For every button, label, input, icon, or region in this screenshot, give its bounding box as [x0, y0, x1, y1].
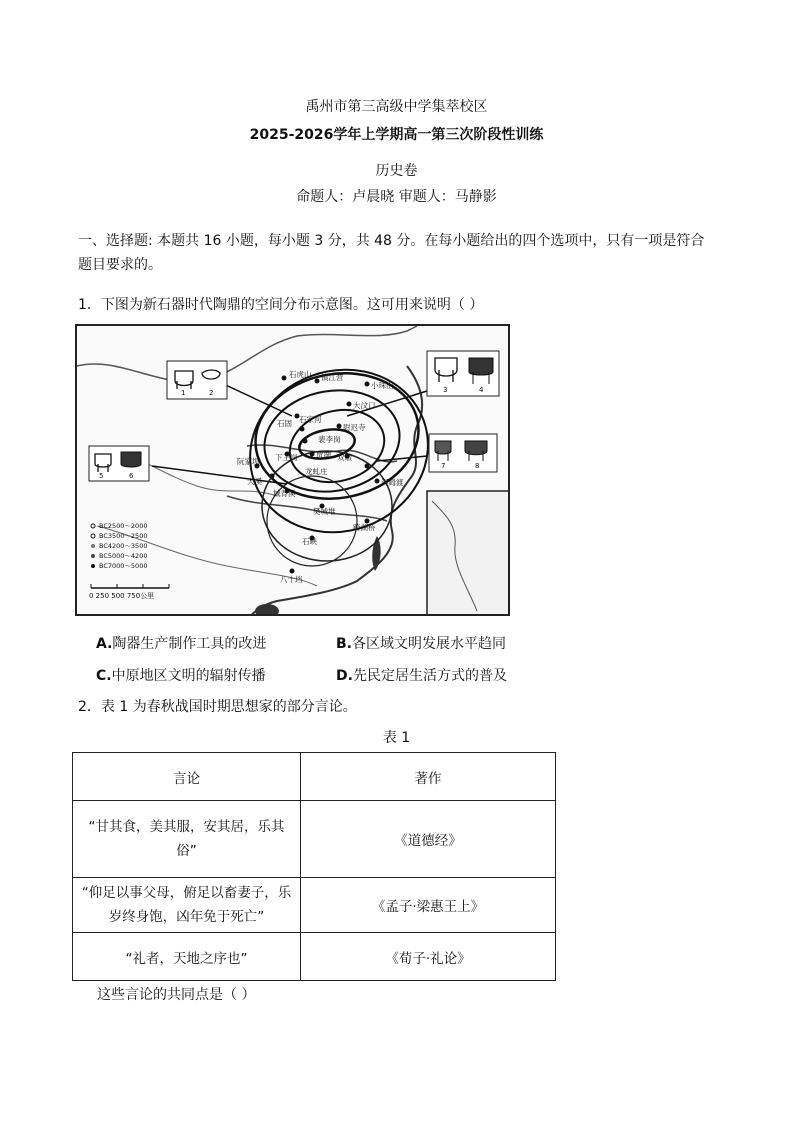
- site-label: 八十垱: [280, 575, 303, 584]
- site-label: 石固: [277, 419, 292, 428]
- site-label: 镇江营: [321, 373, 344, 382]
- site-label: 裴李岗: [318, 435, 341, 444]
- site-label: 河姆渡: [381, 478, 404, 487]
- table-cell: “甘其食，美其服，安其居，乐其俗”: [73, 801, 301, 878]
- site-label: 石家河: [299, 415, 322, 424]
- question-2-stem: 2．表 1 为春秋战国时期思想家的部分言论。: [78, 699, 357, 715]
- table-cell: “仰足以事父母，俯足以畜妻子，乐岁终身饱，凶年免于死亡”: [73, 878, 301, 933]
- site-label: 贾湖: [316, 450, 331, 459]
- svg-text:BC3500～2500: BC3500～2500: [99, 532, 148, 540]
- table-caption: 表 1: [382, 730, 411, 746]
- table-row: [73, 801, 556, 878]
- q1-option-a[interactable]: A.陶器生产制作工具的改进: [96, 636, 267, 652]
- svg-text:1: 1: [181, 389, 186, 397]
- site-label: 双墩: [337, 453, 352, 462]
- site-label: 樊城堆: [313, 507, 336, 516]
- site-label: 城背溪: [273, 489, 296, 498]
- table-cell: 《荀子·礼论》: [301, 933, 556, 981]
- q1-option-c[interactable]: C.中原地区文明的辐射传播: [96, 668, 266, 684]
- site-label: 龙虬庄: [305, 467, 328, 476]
- table-cell: 《孟子·梁惠王上》: [301, 878, 556, 933]
- site-label: 石虎山: [289, 370, 312, 379]
- svg-text:7: 7: [441, 462, 446, 470]
- site-label: 大汶口: [353, 401, 376, 410]
- section-instructions: 一、选择题: 本题共 16 小题，每小题 3 分，共 48 分。在每小题给出的四个选项中，只有一项是符合题目要求的。: [78, 233, 705, 273]
- map-scale: 0 250 500 750公里: [89, 592, 155, 600]
- svg-text:6: 6: [129, 472, 134, 480]
- table-cell: 《道德经》: [301, 801, 556, 878]
- quotes-table: [72, 752, 556, 981]
- question-1-stem: 1．下图为新石器时代陶鼎的空间分布示意图。这可用来说明（ ）: [78, 297, 484, 313]
- table-header-row: [73, 753, 556, 801]
- pottery-distribution-map: [75, 324, 510, 616]
- site-label: 小珠山: [371, 381, 394, 390]
- table-row: [73, 933, 556, 981]
- site-label: 阮家坝: [237, 457, 260, 466]
- svg-text:4: 4: [479, 386, 484, 394]
- table-row: [73, 878, 556, 933]
- svg-text:BC2500～2000: BC2500～2000: [99, 522, 148, 530]
- svg-text:BC5000～4200: BC5000～4200: [99, 552, 148, 560]
- q1-option-d[interactable]: D.先民定居生活方式的普及: [336, 668, 507, 684]
- question-2-followup: 这些言论的共同点是（ ）: [97, 987, 256, 1003]
- map-drawing: [77, 326, 510, 616]
- svg-text:BC4200～3500: BC4200～3500: [99, 542, 148, 550]
- svg-text:BC7000～5000: BC7000～5000: [99, 562, 148, 570]
- site-label: 大溪: [247, 477, 262, 486]
- site-label: 跨湖桥: [353, 523, 376, 532]
- table-cell: “礼者，天地之序也”: [73, 933, 301, 981]
- svg-text:3: 3: [443, 386, 448, 394]
- exam-title: 2025-2026学年上学期高一第三次阶段性训练: [249, 127, 544, 143]
- school-name: 禹州市第三高级中学集萃校区: [305, 99, 488, 115]
- table-header: 言论: [73, 753, 301, 801]
- subject-title: 历史卷: [375, 163, 418, 179]
- map-legend: [91, 522, 147, 570]
- site-label: 石峡: [302, 537, 317, 546]
- svg-text:8: 8: [475, 462, 480, 470]
- site-label: 尉迟寺: [343, 423, 366, 432]
- authors-line: 命题人：卢晨晓 审题人：马静影: [296, 189, 497, 205]
- table-header: 著作: [301, 753, 556, 801]
- site-label: 下王岗: [275, 453, 298, 462]
- svg-text:5: 5: [99, 472, 104, 480]
- q1-option-b[interactable]: B.各区域文明发展水平趋同: [336, 636, 506, 652]
- svg-text:2: 2: [209, 389, 214, 397]
